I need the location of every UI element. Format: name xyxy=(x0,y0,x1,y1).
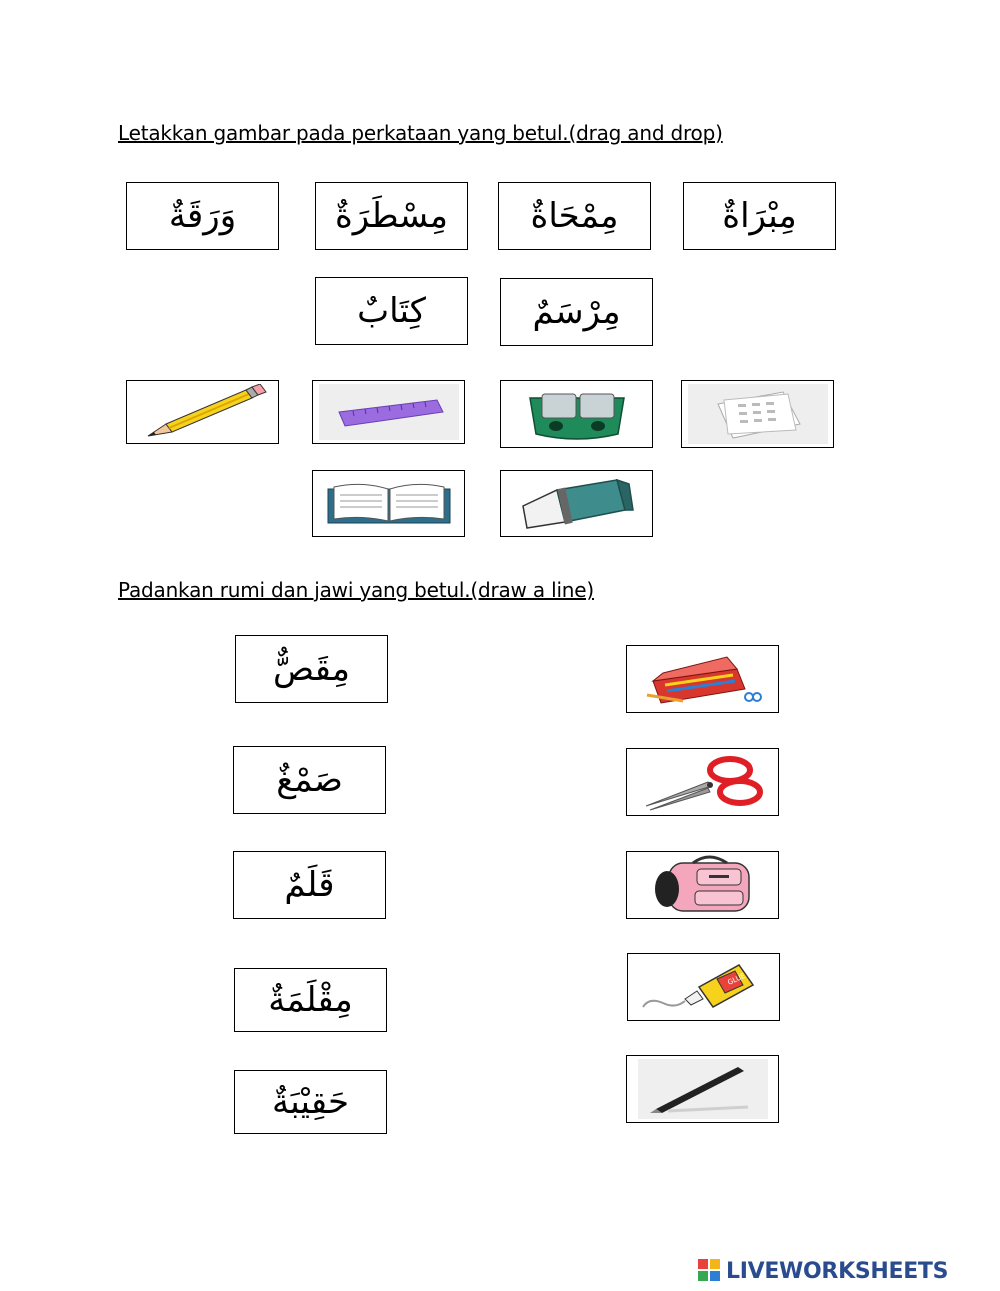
word-label: وَرَقَةٌ xyxy=(168,196,237,236)
pencil-case-icon xyxy=(643,651,763,707)
instruction-draw-line: Padankan rumi dan jawi yang betul.(draw a line) xyxy=(118,578,594,602)
word-box-mibrah[interactable] xyxy=(683,182,836,250)
word-box-miqlamah[interactable] xyxy=(234,968,387,1032)
word-box-waraqah[interactable] xyxy=(126,182,279,250)
glue-icon xyxy=(639,957,769,1017)
word-label: حَقِيْبَةٌ xyxy=(272,1082,349,1122)
drag-image-paper[interactable] xyxy=(681,380,834,448)
match-image-glue[interactable] xyxy=(627,953,780,1021)
eraser-icon xyxy=(517,476,637,532)
word-box-miqass[interactable] xyxy=(235,635,388,703)
drag-image-book[interactable] xyxy=(312,470,465,537)
sharpener-icon xyxy=(522,384,632,444)
word-label: مِرْسَمٌ xyxy=(532,292,621,332)
word-label: صَمْغٌ xyxy=(276,760,343,800)
book-icon xyxy=(324,479,454,529)
pencil-icon xyxy=(138,384,268,440)
match-image-backpack[interactable] xyxy=(626,851,779,919)
word-box-kitab[interactable] xyxy=(315,277,468,345)
liveworksheets-logo-icon xyxy=(698,1259,722,1283)
word-box-qalam[interactable] xyxy=(233,851,386,919)
word-label: قَلَمٌ xyxy=(284,865,335,905)
brand-name: LIVEWORKSHEETS xyxy=(726,1258,949,1284)
drag-image-pencil[interactable] xyxy=(126,380,279,444)
word-label: مِقَصٌّ xyxy=(272,649,351,689)
ruler-icon xyxy=(319,384,459,440)
word-label: مِمْحَاةٌ xyxy=(530,196,619,236)
word-label: مِسْطَرَةٌ xyxy=(334,196,448,236)
pen-icon xyxy=(638,1059,768,1119)
word-label: كِتَابٌ xyxy=(357,291,426,331)
svg-text:GLUE: GLUE xyxy=(725,971,747,987)
drag-image-ruler[interactable] xyxy=(312,380,465,444)
word-box-mimhah[interactable] xyxy=(498,182,651,250)
word-box-samgh[interactable] xyxy=(233,746,386,814)
instruction-drag-drop: Letakkan gambar pada perkataan yang betul.(drag and drop) xyxy=(118,121,723,145)
scissors-icon xyxy=(638,752,768,812)
liveworksheets-logo xyxy=(698,1258,948,1284)
word-label: مِقْلَمَةٌ xyxy=(268,980,353,1020)
drag-image-sharpener[interactable] xyxy=(500,380,653,448)
word-label: مِبْرَاةٌ xyxy=(722,196,797,236)
word-box-haqibah[interactable] xyxy=(234,1070,387,1134)
drag-image-eraser[interactable] xyxy=(500,470,653,537)
word-box-mirsam[interactable] xyxy=(500,278,653,346)
match-image-scissors[interactable] xyxy=(626,748,779,816)
match-image-pen[interactable] xyxy=(626,1055,779,1123)
match-image-pencil-case[interactable] xyxy=(626,645,779,713)
paper-icon xyxy=(688,384,828,444)
word-box-mistarah[interactable] xyxy=(315,182,468,250)
backpack-icon xyxy=(643,855,763,915)
